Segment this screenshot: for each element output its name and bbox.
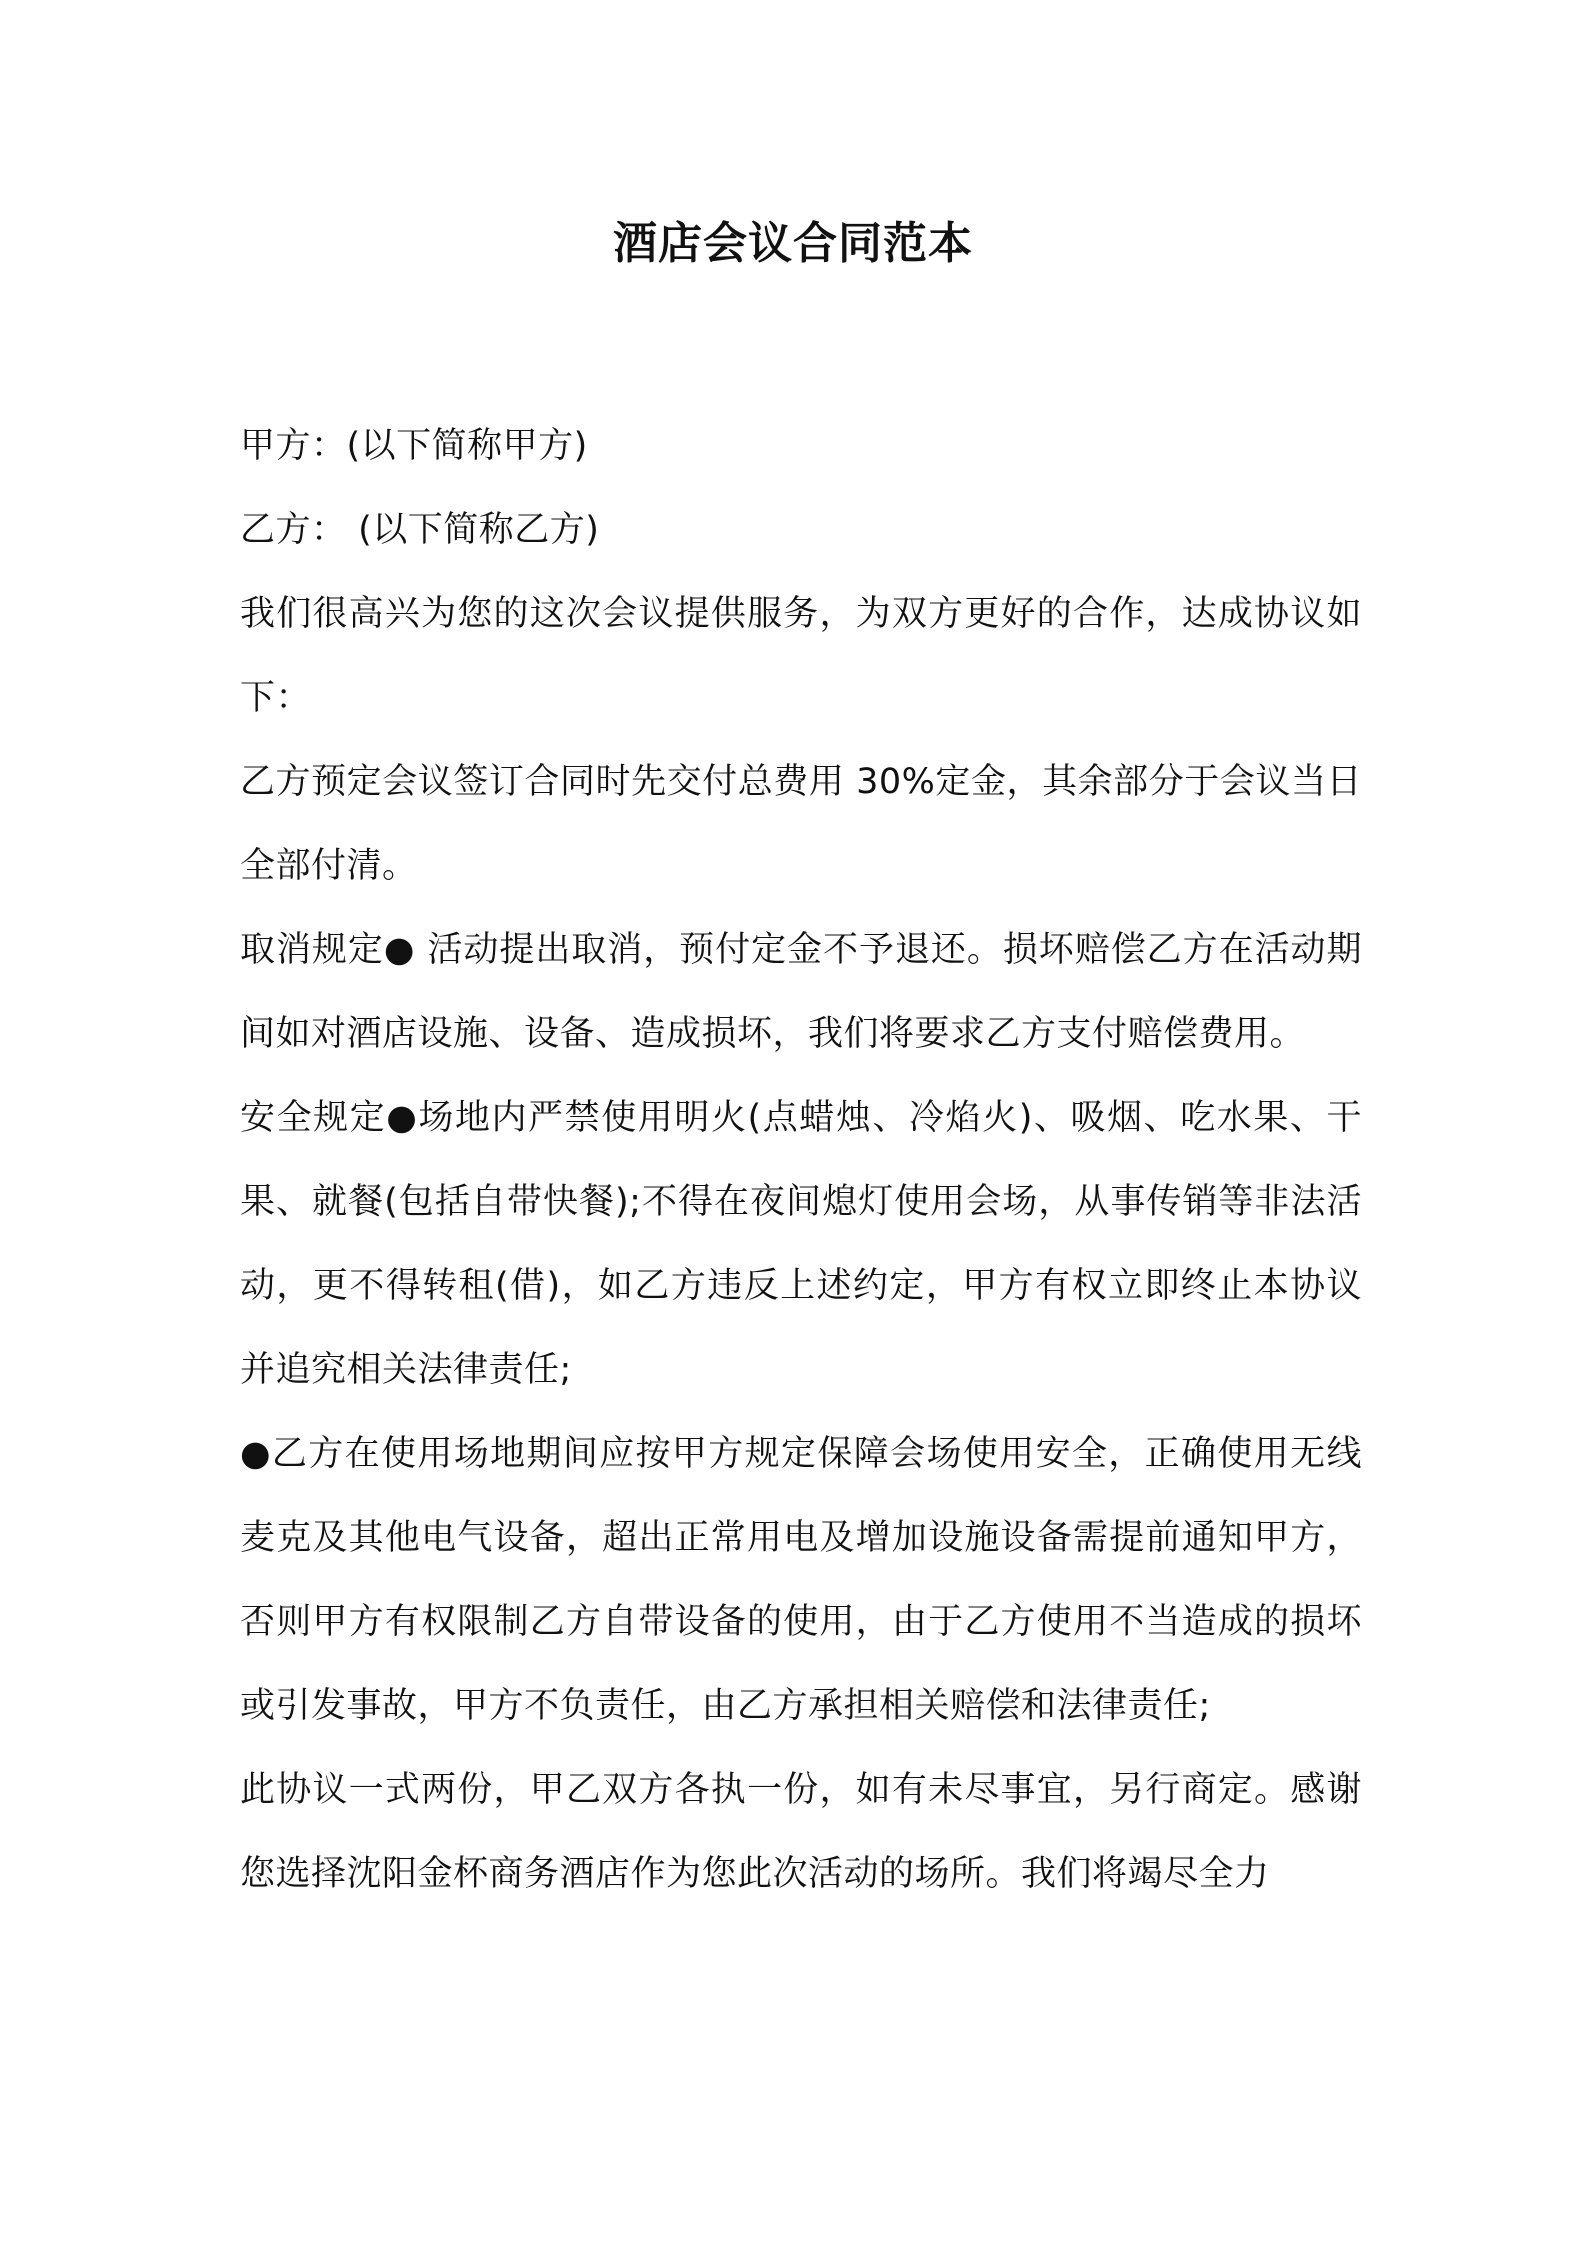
- closing-paragraph: 此协议一式两份，甲乙双方各执一份，如有未尽事宜，另行商定。感谢您选择沈阳金杯商务酒店作为您此次活动的场所。我们将竭尽全力: [240, 1770, 1362, 1894]
- cancellation-paragraph: 取消规定● 活动提出取消，预付定金不予退还。损坏赔偿乙方在活动期间如对酒店设施、设备、造成损坏，我们将要求乙方支付赔偿费用。: [240, 930, 1362, 1054]
- intro-paragraph: 我们很高兴为您的这次会议提供服务，为双方更好的合作，达成协议如下：: [240, 594, 1362, 718]
- payment-paragraph: 乙方预定会议签订合同时先交付总费用 30%定金，其余部分于会议当日全部付清。: [240, 762, 1362, 886]
- document-body: [240, 404, 1362, 1916]
- venue-usage-paragraph: ●乙方在使用场地期间应按甲方规定保障会场使用安全，正确使用无线麦克及其他电气设备，超出正常用电及增加设施设备需提前通知甲方，否则甲方有权限制乙方自带设备的使用，由于乙方使用不当造成的损坏或引发事故，甲方不负责任，由乙方承担相关赔偿和法律责任;: [240, 1434, 1362, 1726]
- safety-rules-paragraph: 安全规定●场地内严禁使用明火(点蜡烛、冷焰火)、吸烟、吃水果、干果、就餐(包括自带快餐);不得在夜间熄灯使用会场，从事传销等非法活动，更不得转租(借)，如乙方违反上述约定，甲方有权立即终止本协议并追究相关法律责任;: [240, 1098, 1362, 1390]
- party-b-line: 乙方： (以下简称乙方): [240, 510, 600, 550]
- document-title: 酒店会议合同范本: [613, 218, 973, 269]
- party-a-line: 甲方：(以下简称甲方): [240, 426, 588, 466]
